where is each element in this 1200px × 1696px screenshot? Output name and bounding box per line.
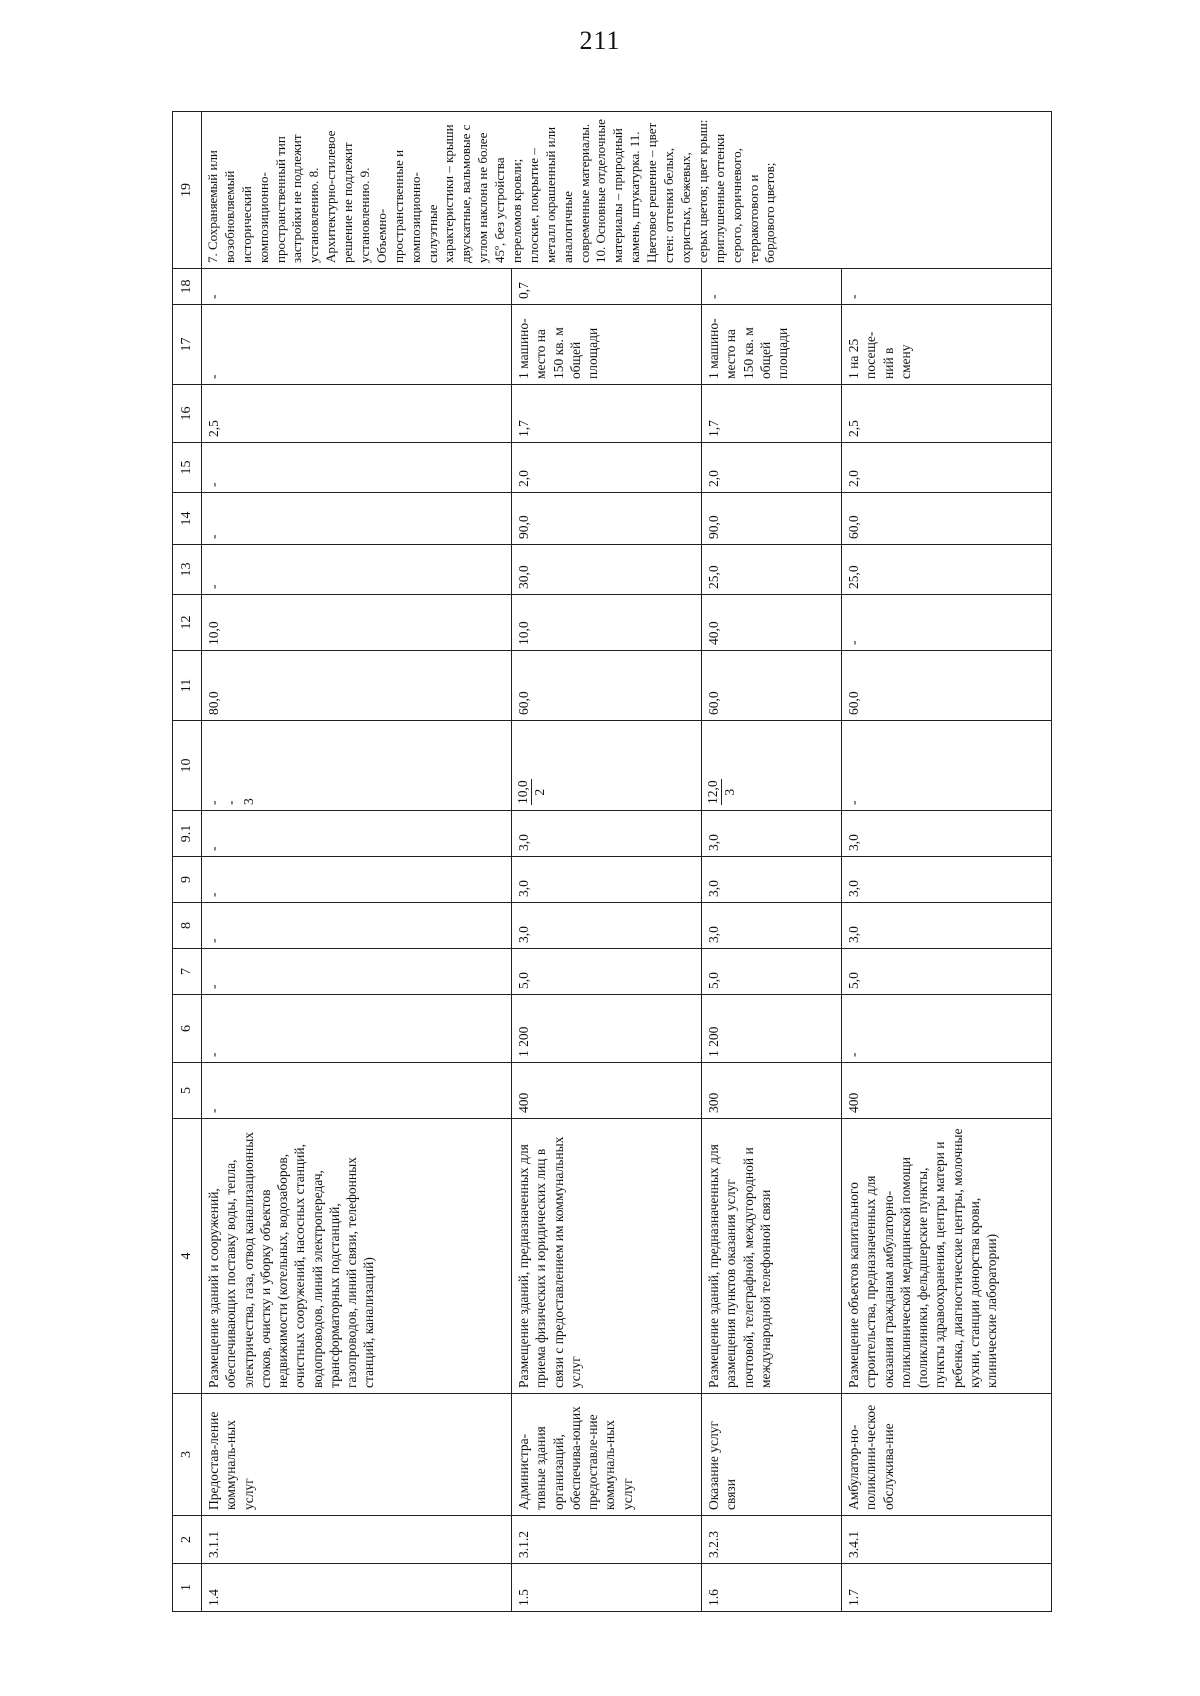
value-cell: 5,0 [702, 949, 842, 995]
code-cell: 3.1.1 [202, 1516, 512, 1564]
value-cell: - [842, 995, 1052, 1063]
value-cell: 0,7 [512, 269, 702, 305]
value-cell: - [202, 545, 512, 595]
use-type-cell: Администра-тивные здания организаций, обеспечива-ющих предоставле-ние коммуналь-ных услуг [512, 1394, 702, 1516]
value-cell: 60,0 [512, 651, 702, 721]
header-cell: 5 [173, 1063, 202, 1119]
value-cell: 60,0 [842, 493, 1052, 545]
header-row [173, 112, 202, 1612]
fraction-denominator: 3 [722, 788, 738, 796]
header-cell: 10 [173, 721, 202, 811]
row-number: 1.7 [842, 1564, 1052, 1612]
value-cell: 25,0 [842, 545, 1052, 595]
value-cell: 10,0 [202, 595, 512, 651]
header-cell: 2 [173, 1516, 202, 1564]
value-cell: - [202, 903, 512, 949]
value-cell: - [202, 811, 512, 857]
value-cell: - [202, 493, 512, 545]
header-cell: 11 [173, 651, 202, 721]
value-cell: 3,0 [512, 857, 702, 903]
header-cell: 17 [173, 305, 202, 385]
value-cell: 5,0 [512, 949, 702, 995]
header-cell: 14 [173, 493, 202, 545]
value-cell: 3,0 [512, 903, 702, 949]
floors-cell [702, 721, 842, 811]
value-cell: - [202, 269, 512, 305]
value-cell: 90,0 [702, 493, 842, 545]
description-cell: Размещение зданий, предназначенных для размещения пунктов оказания услуг почтовой, телеграфной, междугородной и международной телефонной связи [702, 1119, 842, 1394]
header-cell: 19 [173, 112, 202, 269]
value-cell: 1,7 [512, 385, 702, 443]
value-cell: 400 [512, 1063, 702, 1119]
value-cell: 3,0 [702, 903, 842, 949]
row-number: 1.4 [202, 1564, 512, 1612]
floors-line: 3 [240, 798, 256, 805]
value-cell: 5,0 [842, 949, 1052, 995]
value-cell: 3,0 [702, 811, 842, 857]
header-cell: 7 [173, 949, 202, 995]
value-cell: 40,0 [702, 595, 842, 651]
value-cell: - [202, 995, 512, 1063]
parking-cell: 1 машино-место на 150 кв. м общей площади [702, 305, 842, 385]
header-cell: 15 [173, 443, 202, 493]
header-cell: 9.1 [173, 811, 202, 857]
value-cell: 1 200 [702, 995, 842, 1063]
value-cell: 90,0 [512, 493, 702, 545]
value-cell: 3,0 [842, 857, 1052, 903]
value-cell: 25,0 [702, 545, 842, 595]
value-cell: 3,0 [842, 811, 1052, 857]
value-cell: 10,0 [512, 595, 702, 651]
page-number: 211 [579, 26, 621, 55]
value-cell: 3,0 [512, 811, 702, 857]
header-cell: 13 [173, 545, 202, 595]
value-cell: 60,0 [702, 651, 842, 721]
value-cell: - [202, 443, 512, 493]
header-cell: 6 [173, 995, 202, 1063]
parking-cell: 1 на 25 посеще-ний в смену [842, 305, 1052, 385]
header-cell: 4 [173, 1119, 202, 1394]
fraction-numerator: 10,0 [515, 779, 532, 805]
value-cell: 80,0 [202, 651, 512, 721]
value-cell: 400 [842, 1063, 1052, 1119]
floors-cell: - [842, 721, 1052, 811]
header-cell: 1 [173, 1564, 202, 1612]
value-cell: - [842, 269, 1052, 305]
value-cell: 2,0 [512, 443, 702, 493]
value-cell: - [202, 857, 512, 903]
value-cell: 2,0 [842, 443, 1052, 493]
table-row [202, 112, 512, 1612]
floors-fraction [705, 779, 738, 805]
table-row [702, 112, 842, 1612]
value-cell: - [202, 949, 512, 995]
use-type-cell: Амбулатор-но-поликлини-ческое обслужива-ние [842, 1394, 1052, 1516]
value-cell: 3,0 [702, 857, 842, 903]
header-cell: 8 [173, 903, 202, 949]
use-type-cell: Предостав-ление коммуналь-ных услуг [202, 1394, 512, 1516]
floors-fraction [515, 779, 548, 805]
value-cell: - [842, 595, 1052, 651]
value-cell: 1 200 [512, 995, 702, 1063]
value-cell: 2,5 [842, 385, 1052, 443]
floors-cell [202, 721, 512, 811]
header-cell: 12 [173, 595, 202, 651]
parking-cell: - [202, 305, 512, 385]
table-row [512, 112, 702, 1612]
architecture-requirements-cell: 7. Сохраняемый или возобновляемый исторический композиционно-пространственный тип застройки не подлежит установлению. 8. Архитектурно-стилевое решение не подлежит установлению. 9. Объемно-пространственные и композиционно-силуэтные характеристики – крыши двускатные, вальмовые с углом наклона не более 45º, без устройства переломов кровли; плоские, покрытие – металл окрашенный или аналогичные современные материалы. 10. Основные отделочные материалы – природный камень, штукатурка. 11. Цветовое решение – цвет стен: оттенки белых, охристых, бежевых, серых цветов; цвет крыш: приглушенные оттенки серого, коричневого, терракотового и бордового цветов; [202, 112, 1052, 269]
fraction-numerator: 12,0 [705, 779, 722, 805]
header-cell: 16 [173, 385, 202, 443]
fraction-denominator: 2 [532, 788, 548, 796]
code-cell: 3.2.3 [702, 1516, 842, 1564]
header-cell: 3 [173, 1394, 202, 1516]
table-row [842, 112, 1052, 1612]
value-cell: 2,0 [702, 443, 842, 493]
value-cell: - [702, 269, 842, 305]
code-cell: 3.4.1 [842, 1516, 1052, 1564]
code-cell: 3.1.2 [512, 1516, 702, 1564]
value-cell: - [202, 1063, 512, 1119]
value-cell: 1,7 [702, 385, 842, 443]
value-cell: 60,0 [842, 651, 1052, 721]
floors-cell [512, 721, 702, 811]
regulations-table [172, 111, 1052, 1612]
floors-line: - [206, 800, 221, 805]
floors-line: - [223, 800, 239, 805]
use-type-cell: Оказание услуг связи [702, 1394, 842, 1516]
header-cell: 9 [173, 857, 202, 903]
row-number: 1.6 [702, 1564, 842, 1612]
value-cell: 2,5 [202, 385, 512, 443]
header-cell: 18 [173, 269, 202, 305]
description-cell: Размещение зданий, предназначенных для приема физических и юридических лиц в связи с предоставлением им коммунальных услуг [512, 1119, 702, 1394]
parking-cell: 1 машино-место на 150 кв. м общей площади [512, 305, 702, 385]
description-cell: Размещение объектов капитального строительства, предназначенных для оказания гражданам амбулаторно-поликлинической медицинской помощи (поликлиники, фельдшерские пункты, пункты здравоохранения, центры матери и ребенка, диагностические центры, молочные кухни, станции донорства крови, клинические лаборатории) [842, 1119, 1052, 1394]
description-cell: Размещение зданий и сооружений, обеспечивающих поставку воды, тепла, электричества, газа, отвод канализационных стоков, очистку и уборку объектов недвижимости (котельных, водозаборов, очистных сооружений, насосных станций, водопроводов, линий электропередач, трансформаторных подстанций, газопроводов, линий связи, телефонных станций, канализаций) [202, 1119, 512, 1394]
value-cell: 300 [702, 1063, 842, 1119]
row-number: 1.5 [512, 1564, 702, 1612]
value-cell: 30,0 [512, 545, 702, 595]
value-cell: 3,0 [842, 903, 1052, 949]
rotated-table-container [172, 112, 1052, 1612]
